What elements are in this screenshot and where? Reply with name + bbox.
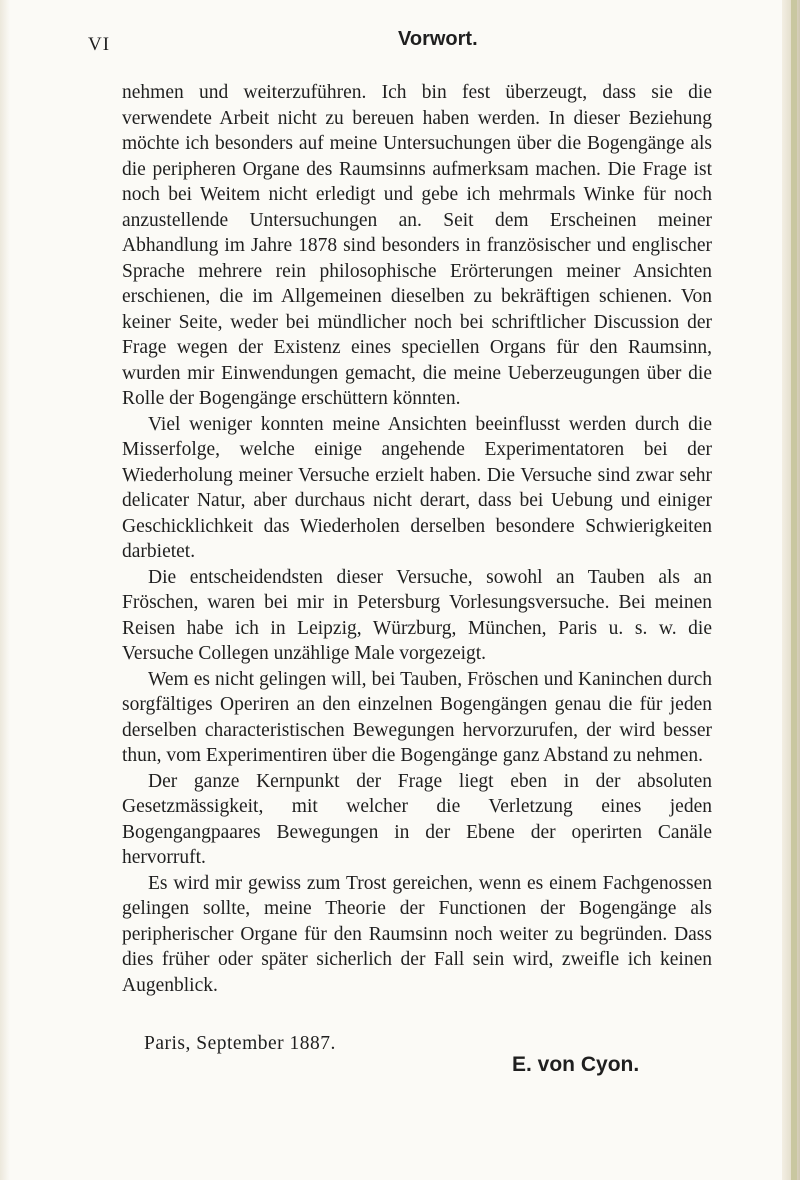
place-date: Paris, September 1887. — [144, 1033, 336, 1054]
paragraph-2: Viel weniger konnten meine Ansichten beeinflusst werden durch die Misserfolge, welche einige angehende Experimentatoren bei der Wiederholung meiner Versuche erzielt haben. Die Versuche sind zwar sehr delicater Natur, aber durchaus nicht derart, dass bei Uebung und einiger Geschicklichkeit das Wiederholen derselben besondere Schwierigkeiten darbietet. — [122, 413, 712, 562]
page-edge — [782, 0, 800, 1180]
running-head: Vorwort. — [398, 28, 478, 50]
page-header — [88, 28, 668, 60]
page-edge-strip — [791, 0, 797, 1180]
page-number: VI — [88, 34, 111, 55]
paragraph-4: Wem es nicht gelingen will, bei Tauben, Fröschen und Kaninchen durch sorgfältiges Operiren an den einzelnen Bogengängen genau die für jeden derselben characteristischen Bewegungen hervorzurufen, der wird besser thun, vom Experimentiren über die Bogengänge ganz Abstand zu nehmen. — [122, 668, 712, 766]
author-name: E. von Cyon. — [512, 1053, 640, 1076]
paragraph-1: nehmen und weiterzuführen. Ich bin fest überzeugt, dass sie die verwendete Arbeit nicht zu bereuen haben werden. In dieser Beziehung möchte ich besonders auf meine Untersuchungen über die Bogengänge als die peripheren Organe des Raumsinns aufmerksam machen. Die Frage ist noch bei Weitem nicht erledigt und gebe ich mehrmals Winke für noch anzustellende Untersuchungen an. Seit dem Erscheinen meiner Abhandlung im Jahre 1878 sind besonders in französischer und englischer Sprache mehrere rein philosophische Erörterungen meiner Ansichten erschienen, die im Allgemeinen dieselben zu bekräftigen schienen. Von keiner Seite, weder bei mündlicher noch bei schriftlicher Discussion der Frage wegen der Existenz eines speciellen Organs für den Raumsinn, wurden mir Einwendungen gemacht, die meine Ueberzeugungen über die Rolle der Bogengänge erschüttern könnten. — [122, 82, 712, 409]
body-text — [122, 80, 712, 998]
paragraph-3: Die entscheidendsten dieser Versuche, sowohl an Tauben als an Fröschen, waren bei mir in Petersburg Vorlesungsversuche. Bei meinen Reisen habe ich in Leipzig, Würzburg, München, Paris u. s. w. die Versuche Collegen unzählige Male vorgezeigt. — [122, 566, 712, 664]
page-gutter-shadow — [0, 0, 10, 1180]
signature-block — [122, 1033, 712, 1093]
paragraph-5: Der ganze Kernpunkt der Frage liegt eben in der absoluten Gesetzmässigkeit, mit welcher die Verletzung eines jeden Bogengangpaares Bewegungen in der Ebene der operirten Canäle hervorruft. — [122, 770, 712, 868]
paragraph-6: Es wird mir gewiss zum Trost gereichen, wenn es einem Fachgenossen gelingen sollte, meine Theorie der Functionen der Bogengänge als peripherischer Organe für den Raumsinn noch weiter zu begründen. Dass dies früher oder später sicherlich der Fall sein wird, zweifle ich keinen Augenblick. — [122, 872, 712, 996]
